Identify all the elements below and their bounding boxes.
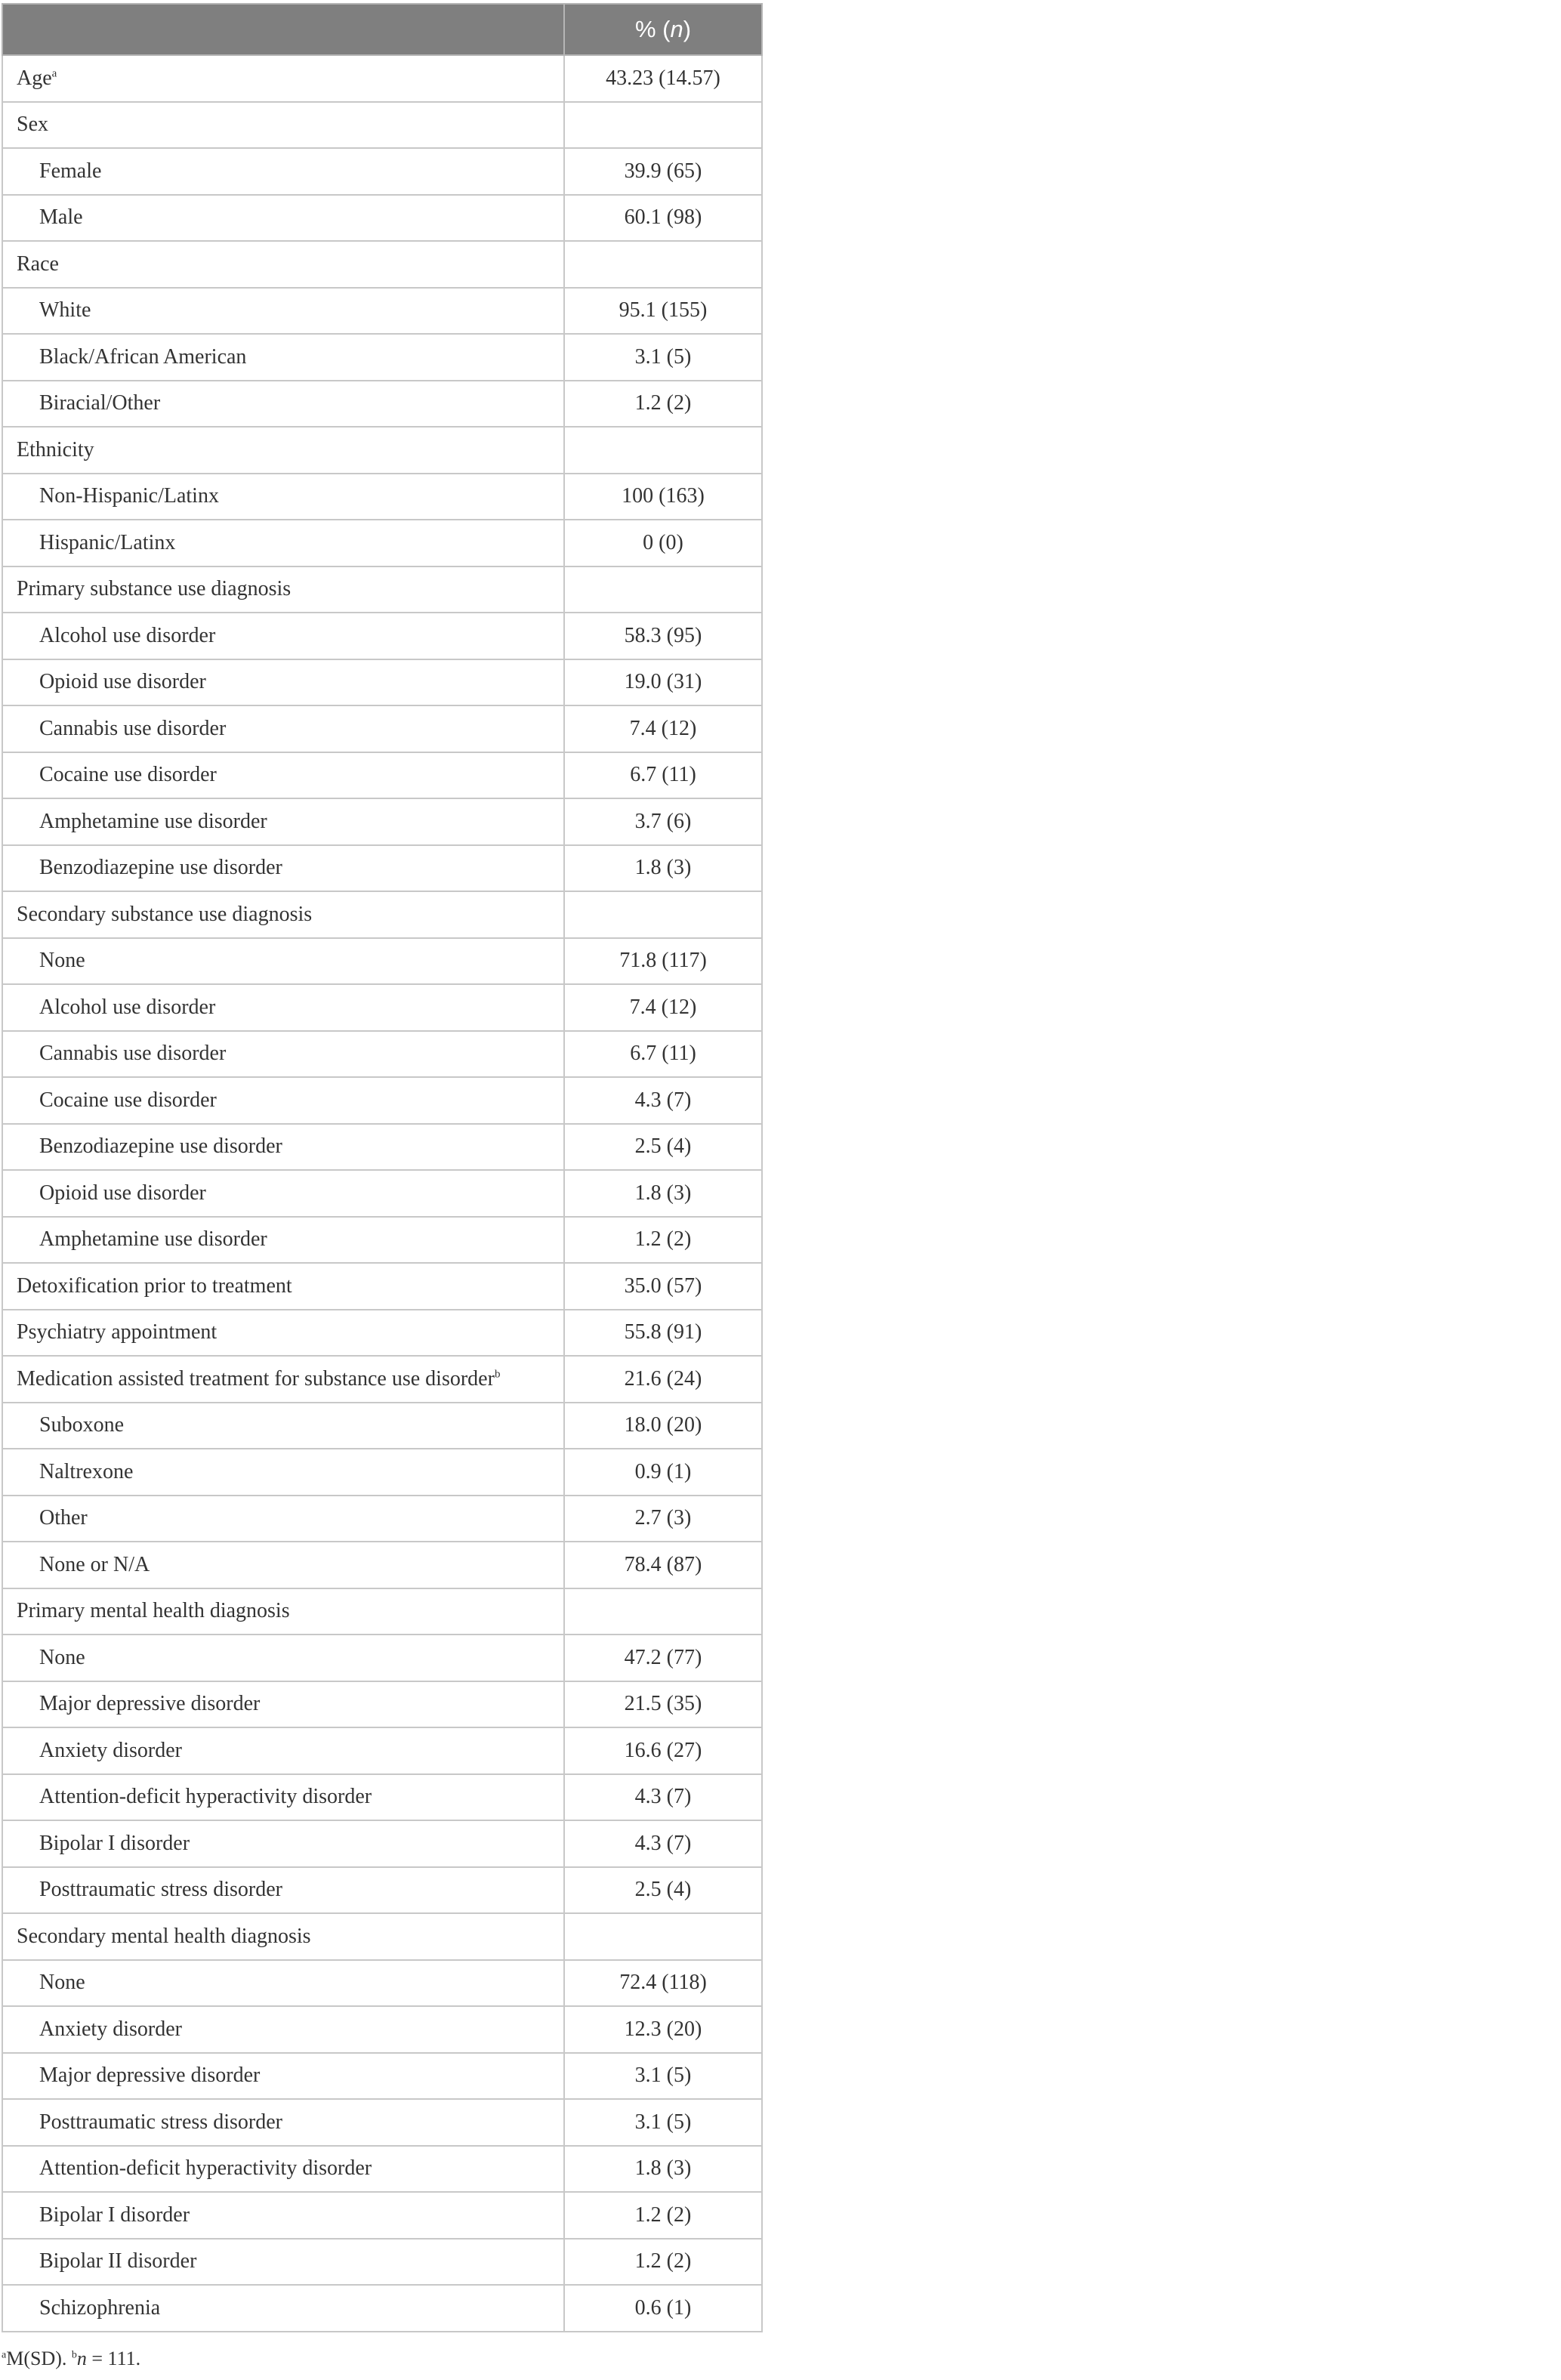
row-value-cell: 21.5 (35) (564, 1681, 762, 1728)
header-prefix: % ( (634, 16, 671, 42)
row-label: Primary mental health diagnosis (17, 1599, 290, 1623)
row-label-cell (2, 1403, 564, 1449)
row-label: None (39, 949, 85, 973)
row-label: Alcohol use disorder (39, 995, 216, 1019)
row-label-cell (2, 752, 564, 799)
row-footnote-mark: a (51, 67, 57, 80)
row-label: Suboxone (39, 1413, 124, 1437)
row-label: Major depressive disorder (39, 1692, 261, 1716)
row-label-cell (2, 2239, 564, 2286)
row-value-cell: 16.6 (27) (564, 1727, 762, 1774)
row-label-cell (2, 148, 564, 195)
row-label: Major depressive disorder (39, 2064, 261, 2088)
row-value-cell: 1.8 (3) (564, 845, 762, 892)
row-label: None (39, 1645, 85, 1669)
row-label: Psychiatry appointment (17, 1320, 217, 1344)
row-label: Other (39, 1506, 88, 1530)
row-label: Attention-deficit hyperactivity disorder (39, 2156, 372, 2181)
row-label: Cocaine use disorder (39, 1088, 217, 1112)
demographics-table (2, 3, 763, 2332)
row-value-cell (564, 102, 762, 149)
row-label: Cannabis use disorder (39, 1042, 227, 1066)
header-cell-percent-n (564, 4, 762, 55)
table-row (2, 1542, 762, 1588)
row-label: Anxiety disorder (39, 1738, 182, 1762)
row-footnote-mark: b (494, 1368, 501, 1381)
row-value-cell (564, 427, 762, 474)
row-label-cell (2, 845, 564, 892)
row-label-cell (2, 1635, 564, 1681)
table-row (2, 1449, 762, 1496)
row-value-cell: 1.8 (3) (564, 2146, 762, 2193)
row-label-cell (2, 520, 564, 566)
row-value-cell: 1.8 (3) (564, 1170, 762, 1217)
row-label: Anxiety disorder (39, 2017, 182, 2041)
row-value-cell: 2.7 (3) (564, 1496, 762, 1542)
row-label: Benzodiazepine use disorder (39, 856, 282, 880)
row-value-cell (564, 891, 762, 938)
row-label-cell (2, 1217, 564, 1264)
row-label: Bipolar I disorder (39, 1831, 190, 1855)
table-row (2, 1217, 762, 1264)
footnote-b-mark: b (71, 2349, 77, 2361)
table-row (2, 659, 762, 706)
row-label: None (39, 1971, 85, 1995)
row-value-cell: 19.0 (31) (564, 659, 762, 706)
table-row (2, 1960, 762, 2007)
footnote-a-text: M(SD). (6, 2348, 72, 2369)
row-label-cell (2, 1774, 564, 1821)
row-label: Schizophrenia (39, 2295, 161, 2320)
row-label-cell (2, 1124, 564, 1171)
row-label-cell (2, 1542, 564, 1588)
table-row (2, 520, 762, 566)
row-label: Opioid use disorder (39, 670, 206, 694)
table-row (2, 241, 762, 288)
row-label: Sex (17, 113, 48, 137)
row-label: Posttraumatic stress disorder (39, 2110, 282, 2134)
row-label-cell (2, 2099, 564, 2146)
row-label-cell (2, 334, 564, 381)
row-label-cell (2, 566, 564, 613)
row-value-cell (564, 241, 762, 288)
row-value-cell: 39.9 (65) (564, 148, 762, 195)
row-label-cell (2, 891, 564, 938)
table-row (2, 1681, 762, 1728)
table-row (2, 288, 762, 335)
row-value-cell: 18.0 (20) (564, 1403, 762, 1449)
row-value-cell: 71.8 (117) (564, 938, 762, 985)
row-value-cell: 3.1 (5) (564, 334, 762, 381)
table-footnote (2, 2348, 140, 2370)
table-row (2, 2053, 762, 2100)
row-label: Medication assisted treatment for substance use disorder (17, 1366, 495, 1391)
row-label-cell (2, 1449, 564, 1496)
table-row (2, 2192, 762, 2239)
table-row (2, 566, 762, 613)
table-row (2, 845, 762, 892)
row-value-cell: 3.7 (6) (564, 798, 762, 845)
row-label: Secondary substance use diagnosis (17, 902, 313, 926)
row-label-cell (2, 2146, 564, 2193)
row-label-cell (2, 1496, 564, 1542)
row-label-cell (2, 798, 564, 845)
row-label-cell (2, 938, 564, 985)
row-value-cell: 1.2 (2) (564, 2192, 762, 2239)
table-row (2, 2099, 762, 2146)
row-label-cell (2, 1356, 564, 1403)
table-row (2, 381, 762, 428)
table-row (2, 1727, 762, 1774)
row-label-cell (2, 195, 564, 242)
row-label: Benzodiazepine use disorder (39, 1134, 282, 1159)
row-value-cell: 12.3 (20) (564, 2006, 762, 2053)
row-label: Detoxification prior to treatment (17, 1273, 292, 1298)
table-row (2, 102, 762, 149)
row-label-cell (2, 1913, 564, 1960)
row-label: Cannabis use disorder (39, 716, 227, 740)
row-label-cell (2, 241, 564, 288)
table-row (2, 1496, 762, 1542)
table-row (2, 195, 762, 242)
row-value-cell: 4.3 (7) (564, 1077, 762, 1124)
demographics-table-container (2, 3, 761, 2332)
row-value-cell: 0.6 (1) (564, 2285, 762, 2332)
row-label-cell (2, 2192, 564, 2239)
row-label: Biracial/Other (39, 391, 161, 415)
table-row (2, 984, 762, 1031)
row-value-cell: 4.3 (7) (564, 1820, 762, 1867)
table-row (2, 1263, 762, 1310)
table-row (2, 1403, 762, 1449)
row-value-cell: 60.1 (98) (564, 195, 762, 242)
table-row (2, 938, 762, 985)
table-header-row (2, 4, 762, 55)
row-label: Non-Hispanic/Latinx (39, 484, 219, 508)
row-value-cell: 6.7 (11) (564, 1031, 762, 1078)
row-label-cell (2, 613, 564, 659)
row-label: Attention-deficit hyperactivity disorder (39, 1785, 372, 1809)
table-row (2, 1913, 762, 1960)
row-value-cell (564, 1588, 762, 1635)
table-row (2, 1867, 762, 1914)
row-value-cell: 55.8 (91) (564, 1310, 762, 1357)
row-value-cell: 0 (0) (564, 520, 762, 566)
row-value-cell: 1.2 (2) (564, 1217, 762, 1264)
row-label: Secondary mental health diagnosis (17, 1924, 311, 1948)
row-value-cell: 7.4 (12) (564, 705, 762, 752)
row-value-cell: 2.5 (4) (564, 1124, 762, 1171)
row-label: Hispanic/Latinx (39, 530, 176, 554)
table-row (2, 752, 762, 799)
table-row (2, 1170, 762, 1217)
table-row (2, 1077, 762, 1124)
row-label-cell (2, 1588, 564, 1635)
row-label-cell (2, 1727, 564, 1774)
row-label: None or N/A (39, 1552, 150, 1576)
footnote-b-italic: n (76, 2348, 87, 2369)
table-row (2, 2239, 762, 2286)
table-row (2, 334, 762, 381)
table-row (2, 2285, 762, 2332)
row-value-cell: 3.1 (5) (564, 2053, 762, 2100)
row-label: Ethnicity (17, 437, 94, 461)
row-label-cell (2, 2053, 564, 2100)
row-label: Posttraumatic stress disorder (39, 1878, 282, 1902)
row-label: Alcohol use disorder (39, 623, 216, 647)
row-label: Opioid use disorder (39, 1181, 206, 1205)
table-row (2, 1820, 762, 1867)
row-value-cell: 6.7 (11) (564, 752, 762, 799)
row-label-cell (2, 102, 564, 149)
row-label: Cocaine use disorder (39, 763, 217, 787)
table-row (2, 1031, 762, 1078)
row-label-cell (2, 1310, 564, 1357)
row-value-cell: 21.6 (24) (564, 1356, 762, 1403)
row-label-cell (2, 474, 564, 520)
row-label-cell (2, 2285, 564, 2332)
header-suffix: ) (683, 16, 692, 42)
row-label-cell (2, 1960, 564, 2007)
row-label: Amphetamine use disorder (39, 1227, 267, 1252)
row-label-cell (2, 1263, 564, 1310)
row-label-cell (2, 659, 564, 706)
row-value-cell: 4.3 (7) (564, 1774, 762, 1821)
row-value-cell: 2.5 (4) (564, 1867, 762, 1914)
row-label: Male (39, 205, 83, 230)
row-label-cell (2, 705, 564, 752)
row-value-cell: 47.2 (77) (564, 1635, 762, 1681)
row-value-cell: 100 (163) (564, 474, 762, 520)
table-row (2, 1310, 762, 1357)
row-label-cell (2, 55, 564, 102)
table-row (2, 474, 762, 520)
table-row (2, 1635, 762, 1681)
row-value-cell: 3.1 (5) (564, 2099, 762, 2146)
row-label: Bipolar II disorder (39, 2249, 197, 2274)
table-row (2, 2006, 762, 2053)
table-row (2, 1774, 762, 1821)
table-body (2, 55, 762, 2332)
row-label-cell (2, 1867, 564, 1914)
row-label-cell (2, 1077, 564, 1124)
table-row (2, 1124, 762, 1171)
row-label-cell (2, 427, 564, 474)
table-row (2, 55, 762, 102)
footnote-a-mark: a (2, 2349, 7, 2361)
row-value-cell: 0.9 (1) (564, 1449, 762, 1496)
row-label: Primary substance use diagnosis (17, 577, 292, 601)
table-row (2, 613, 762, 659)
row-label: Naltrexone (39, 1459, 134, 1483)
row-value-cell: 95.1 (155) (564, 288, 762, 335)
row-label-cell (2, 1681, 564, 1728)
table-row (2, 891, 762, 938)
table-row (2, 1356, 762, 1403)
row-label-cell (2, 984, 564, 1031)
row-label-cell (2, 1031, 564, 1078)
row-value-cell: 35.0 (57) (564, 1263, 762, 1310)
table-row (2, 148, 762, 195)
row-value-cell (564, 566, 762, 613)
row-label: Black/African American (39, 344, 247, 369)
row-label: Bipolar I disorder (39, 2203, 190, 2227)
row-value-cell: 78.4 (87) (564, 1542, 762, 1588)
row-value-cell: 7.4 (12) (564, 984, 762, 1031)
table-row (2, 798, 762, 845)
row-value-cell: 1.2 (2) (564, 381, 762, 428)
row-label: Age (17, 66, 52, 90)
row-label-cell (2, 381, 564, 428)
header-cell-label (2, 4, 564, 55)
row-label-cell (2, 288, 564, 335)
row-value-cell: 72.4 (118) (564, 1960, 762, 2007)
row-label: Female (39, 159, 102, 183)
row-label: White (39, 298, 91, 323)
row-value-cell: 1.2 (2) (564, 2239, 762, 2286)
row-value-cell: 43.23 (14.57) (564, 55, 762, 102)
table-row (2, 705, 762, 752)
row-label-cell (2, 2006, 564, 2053)
row-label: Race (17, 252, 59, 276)
row-label: Amphetamine use disorder (39, 809, 267, 833)
header-n-italic: n (670, 16, 683, 42)
row-label-cell (2, 1820, 564, 1867)
row-value-cell (564, 1913, 762, 1960)
table-row (2, 427, 762, 474)
row-label-cell (2, 1170, 564, 1217)
footnote-b-text: = 111. (86, 2348, 141, 2369)
table-row (2, 1588, 762, 1635)
table-row (2, 2146, 762, 2193)
row-value-cell: 58.3 (95) (564, 613, 762, 659)
